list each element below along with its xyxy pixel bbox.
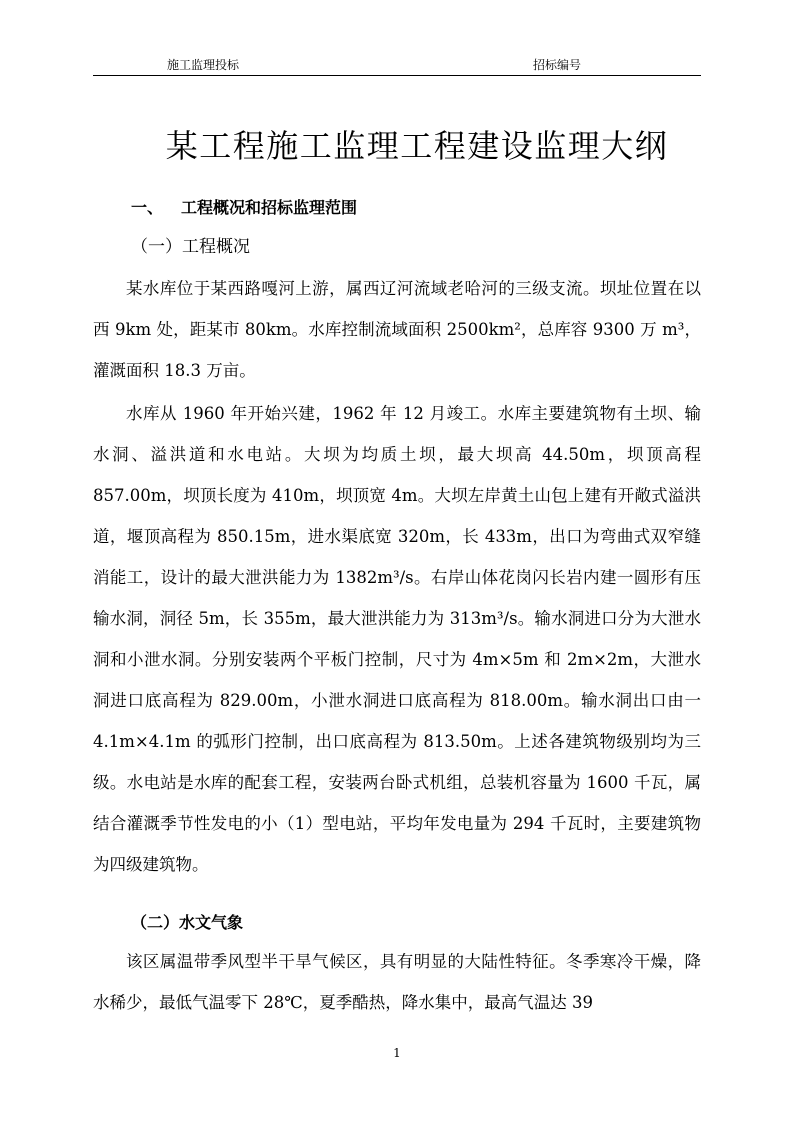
page-number: 1 [393,1046,401,1060]
header-right-text: 招标编号 [533,58,582,72]
paragraph-climate: 该区属温带季风型半干旱气候区，具有明显的大陆性特征。冬季寒冷干燥，降水稀少，最低气温零下 28℃，夏季酷热，降水集中，最高气温达 39 [93,952,701,1012]
subsection-heading-overview: （一）工程概况 [131,237,250,257]
section-heading [131,196,357,220]
subsection-heading-hydrology: （二）水文气象 [131,913,244,932]
section-number: 一、 [131,198,164,217]
page-header [93,57,701,76]
paragraph-location: 某水库位于某西路嘎河上游，属西辽河流域老哈河的三级支流。坝址位置在以西 9km 处，距某市 80km。水库控制流域面积 2500km²，总库容 9300 万 m³，灌溉面积 18.3 万亩。 [93,279,701,380]
header-left-text: 施工监理投标 [167,58,240,72]
section-title: 工程概况和招标监理范围 [181,198,358,217]
document-title: 某工程施工监理工程建设监理大纲 [165,127,669,165]
paragraph-structures: 水库从 1960 年开始兴建，1962 年 12 月竣工。水库主要建筑物有土坝、输水洞、溢洪道和水电站。大坝为均质土坝，最大坝高 44.50m，坝顶高程 857.00m，坝顶长度为 410m，坝顶宽 4m。大坝左岸黄土山包上建有开敞式溢洪道，堰顶高程为 850.15m，进水渠底宽 320m，长 433m，出口为弯曲式双窄缝消能工，设计的最大泄洪能力为 1382m³/s。右岸山体花岗闪长岩内建一圆形有压输水洞，洞径 5m，长 355m，最大泄洪能力为 313m³/s。输水洞进口分为大泄水洞和小泄水洞。分别安装两个平板门控制，尺寸为 4m×5m 和 2m×2m，大泄水洞进口底高程为 829.00m，小泄水洞进口底高程为 818.00m。输水洞出口由一 4.1m×4.1m 的弧形门控制，出口底高程为 813.50m。上述各建筑物级别均为三级。水电站是水库的配套工程，安装两台卧式机组，总装机容量为 1600 千瓦，属结合灌溉季节性发电的小（1）型电站，平均年发电量为 294 千瓦时，主要建筑物为四级建筑物。 [93,404,701,874]
